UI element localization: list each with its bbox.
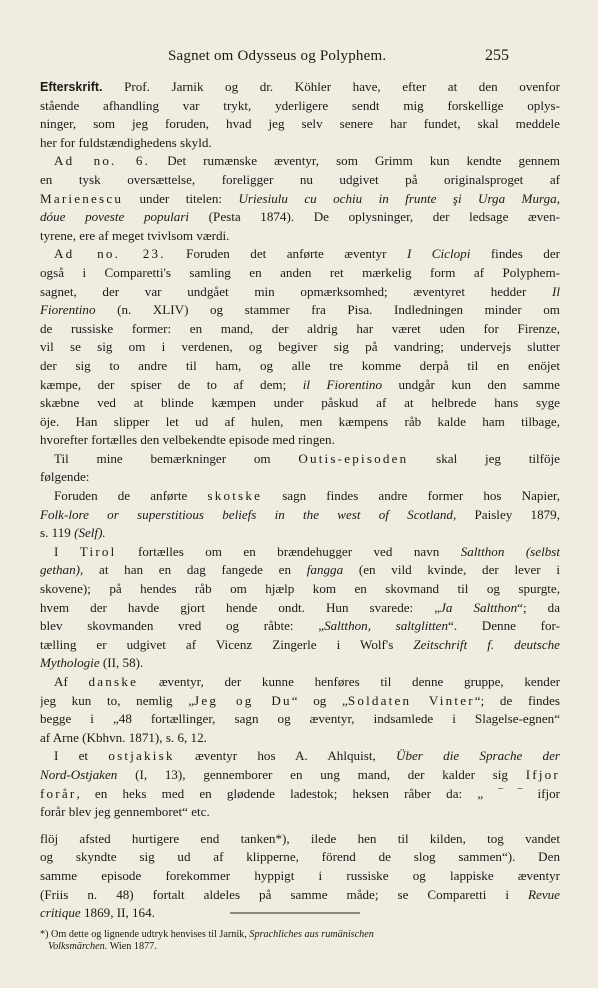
main-text: [40, 78, 560, 953]
text-run: at han en dag fangede en: [83, 562, 307, 578]
text-line: [40, 264, 560, 283]
text-run: Saltthon (selbst: [460, 543, 560, 559]
text-run: danske: [88, 674, 139, 689]
text-run: forår: [40, 785, 77, 801]
text-run: Uriesiulu cu ochiu in frunte şi Urga Murga,: [238, 190, 560, 206]
text-line: [40, 413, 560, 432]
text-run: Foruden de anførte: [54, 488, 208, 504]
text-run: en tysk oversættelse, foreligger nu udgivet på originalsproget af: [40, 171, 560, 187]
text-run: “; da: [517, 599, 560, 615]
footnote-line: [40, 929, 560, 941]
text-run: under titelen:: [123, 190, 239, 206]
page-number: 255: [485, 47, 509, 64]
text-run: Ad no. 23.: [54, 246, 166, 262]
text-line: [40, 524, 560, 543]
text-line: [40, 227, 560, 246]
text-run: tyrene, ere af meget tvivlsom værdi.: [40, 227, 230, 243]
text-run: blev skovmanden vred og råbte: „: [40, 618, 325, 634]
text-line: [40, 506, 560, 525]
text-run: Volksmärchen.: [48, 940, 108, 952]
text-run: ostjakisk: [108, 748, 175, 764]
text-run: og skyndte sig ud af klipperne, förend de slog sammen“). Den: [40, 849, 560, 865]
text-run: (Self).: [74, 525, 106, 541]
text-run: I: [54, 543, 80, 559]
text-run: (II, 58).: [99, 655, 144, 671]
text-line: [40, 115, 560, 134]
text-line: [40, 394, 560, 413]
text-line: [40, 654, 560, 673]
text-line: [40, 245, 560, 264]
text-run: Mythologie: [40, 655, 100, 671]
text-run: her for fuldstændighedens skyld.: [40, 134, 212, 150]
text-run: “ og „: [291, 692, 348, 708]
text-line: [40, 301, 560, 320]
text-line: [40, 78, 560, 97]
text-run: af Arne (Kbhvn. 1871), s. 6, 12.: [40, 729, 207, 745]
text-run: ninger, som jeg foruden, hvad jeg selv senere har fundet, skal meddele: [40, 116, 560, 132]
text-run: hvorefter fortælles den velbekendte episode med ringen.: [40, 432, 335, 448]
text-run: skovene); på hendes råb om hjælp kom en skovmand til og spurgte,: [40, 581, 560, 597]
text-run: vil se sig om i verdenen, og begiver sig på vandring; undervejs slutter: [40, 339, 560, 355]
section-gap: [40, 822, 560, 830]
text-run: I Ciclopi: [406, 246, 471, 262]
text-run: der sig to andre til ham, og alle tre komme derpå til en enöjet: [40, 357, 560, 373]
text-run: Jeg og Du: [194, 692, 292, 708]
text-run: Revue: [528, 886, 560, 902]
text-run: undgår kun den samme: [382, 376, 560, 392]
text-line: [40, 580, 560, 599]
text-run: Il: [552, 283, 560, 299]
text-run: Det rumænske æventyr, som Grimm kun kendte gennem: [150, 153, 560, 169]
text-run: flöj afsted hurtigere end tanken*), ilede hen til kilden, tog vandet: [40, 830, 560, 846]
text-run: jeg kun to, nemlig „: [40, 692, 195, 708]
text-line: [40, 97, 560, 116]
text-run: critique: [40, 905, 81, 921]
text-run: Saltthon, saltglitten: [324, 618, 449, 634]
footnote: [40, 929, 560, 953]
text-run: (en vild kvinde, der lever i: [343, 562, 560, 578]
text-run: gethan),: [40, 562, 84, 578]
continuation-text: [40, 830, 560, 923]
footnote-line: [40, 941, 560, 953]
text-run: kæmpe, der spiser de to af dem;: [40, 376, 303, 392]
text-run: Efterskrift.: [40, 80, 103, 94]
text-run: Fiorentino: [40, 302, 96, 318]
text-run: følgende:: [40, 469, 90, 485]
text-line: [40, 692, 560, 711]
text-run: I et: [54, 748, 109, 764]
text-run: forår blev jeg gennemboret“ etc.: [40, 804, 210, 820]
text-run: fangga: [306, 562, 344, 578]
text-run: 1869, II, 164.: [80, 905, 155, 921]
text-run: Folk-lore or superstitious beliefs in the west of Scotland,: [40, 506, 457, 522]
text-run: hvem der havde gjort hende ondt. Hun svarede: „: [40, 599, 441, 615]
text-run: Prof. Jarnik og dr. Köhler have, efter at den ovenfor: [102, 79, 560, 94]
afterword-text: [40, 78, 560, 822]
text-run: Outis-episoden: [298, 450, 409, 466]
running-head: [0, 48, 598, 70]
text-line: [40, 468, 560, 487]
text-run: (I, 13), gennemborer en ung mand, der kalder sig: [117, 766, 526, 782]
text-run: æventyr, der kunne henføres til denne gruppe, kender: [138, 674, 560, 689]
text-run: begge i „48 fortællinger, sagn og æventyr, indsamlede i Slagelse-egnen“: [40, 711, 560, 727]
text-run: Ifjor: [525, 766, 560, 782]
text-line: [40, 673, 560, 692]
text-run: Paisley 1879,: [456, 506, 560, 522]
running-title: Sagnet om Odysseus og Polyphem.: [168, 48, 387, 64]
text-line: [40, 636, 560, 655]
text-run: sagnet, der var undgået min opmærksomhed; æventyret hedder: [40, 283, 552, 299]
text-line: [40, 190, 560, 209]
text-run: (n. XLIV) og stammer fra Pisa. Indledningen minder om: [95, 302, 560, 318]
text-run: sagn findes andre former hos Napier,: [262, 488, 560, 504]
text-run: öje. Han slipper let ud af hulen, men kæmpens råb kalde ham tilbage,: [40, 413, 560, 429]
text-run: Til mine bemærkninger om: [54, 450, 299, 466]
text-run: Af: [54, 674, 89, 689]
text-run: dóue poveste populari: [40, 209, 190, 225]
text-line: [40, 338, 560, 357]
text-run: *) Om dette og lignende udtryk henvises til Jarník,: [40, 928, 250, 940]
text-line: [40, 561, 560, 580]
text-line: [40, 848, 560, 867]
text-line: [40, 803, 560, 822]
text-run: samme episode forekommer hyppigt i russiske og lappiske æventyr: [40, 867, 560, 883]
text-line: [40, 171, 560, 190]
text-run: “. Denne for-: [448, 618, 560, 634]
text-line: [40, 729, 560, 748]
text-line: [40, 357, 560, 376]
text-run: Wien 1877.: [107, 940, 157, 952]
text-run: Ad no. 6.: [54, 153, 151, 169]
text-line: [40, 152, 560, 171]
text-line: [40, 376, 560, 395]
text-run: også i Comparetti's samling en anden ret mærkelig form af Polyphem-: [40, 264, 560, 280]
text-run: stående afhandling var trykt, yderligere sendt mig forskellige oplys-: [40, 97, 560, 113]
text-run: il Fiorentino: [302, 376, 383, 392]
text-run: tælling er udgivet af Vicenz Zingerle i Wolf's: [40, 636, 414, 652]
text-line: [40, 208, 560, 227]
text-run: fortælles om en brændehugger ved navn: [116, 543, 461, 559]
text-run: (Pesta 1874). De oplysninger, der ledsage æven-: [189, 209, 560, 225]
text-run: Marienescu: [40, 190, 124, 206]
text-line: [40, 766, 560, 785]
text-run: de russiske former: en mand, der aldrig har været uden for Firenze,: [40, 320, 560, 336]
text-line: [40, 134, 560, 153]
text-run: findes der: [470, 246, 560, 262]
text-run: “; de findes: [474, 692, 560, 708]
text-run: , en heks med en glødende ladestok; heksen råber da: „ ‾ ‾ ifjor: [76, 785, 560, 801]
text-line: [40, 867, 560, 886]
text-line: [40, 830, 560, 849]
text-run: s. 119: [40, 525, 75, 541]
text-line: [40, 886, 560, 905]
bottom-rule: [230, 912, 360, 914]
text-line: [40, 747, 560, 766]
text-line: [40, 785, 560, 804]
text-run: Über die Sprache der: [395, 748, 560, 764]
text-run: skotske: [207, 488, 263, 504]
text-run: Sprachliches aus rumänischen: [249, 928, 374, 940]
text-line: [40, 283, 560, 302]
text-line: [40, 599, 560, 618]
text-run: skal jeg tilföje: [408, 450, 560, 466]
text-line: [40, 450, 560, 469]
text-run: Zeitschrift f. deutsche: [413, 636, 560, 652]
text-run: Tirol: [79, 543, 117, 559]
text-line: [40, 710, 560, 729]
text-run: æventyr hos A. Ahlquist,: [174, 748, 396, 764]
text-line: [40, 617, 560, 636]
text-run: Nord-Ostjaken: [40, 766, 118, 782]
text-run: Soldaten Vinter: [347, 692, 475, 708]
text-line: [40, 487, 560, 506]
text-run: skæbne ved at blinde kæmpen under påskud af at helbrede hans syge: [40, 395, 560, 411]
text-run: Ja Saltthon: [440, 599, 518, 615]
text-line: [40, 431, 560, 450]
text-run: (Friis n. 48) fortalt aldeles på samme måde; se Comparetti i: [40, 886, 529, 902]
text-line: [40, 543, 560, 562]
text-run: Foruden det anførte æventyr: [165, 246, 407, 262]
text-line: [40, 320, 560, 339]
